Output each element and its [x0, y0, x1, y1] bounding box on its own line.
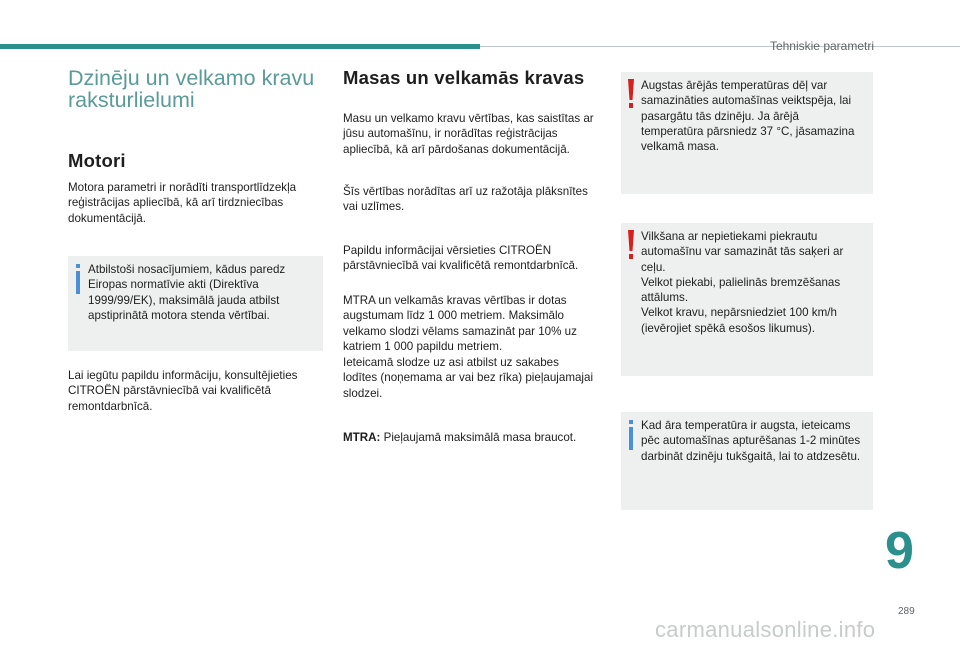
header-accent-bar — [0, 44, 480, 49]
masses-text-3: Papildu informācijai vērsieties CITROËN pārstāvniecībā vai kvalificētā remontdarbnīcā. — [343, 244, 579, 273]
chapter-number: 9 — [885, 522, 914, 580]
more-info-text: Lai iegūtu papildu informāciju, konsultējieties CITROËN pārstāvniecībā vai kvalificētā remontdarbnīcā. — [68, 369, 298, 413]
page-number: 289 — [898, 606, 915, 617]
warning-text-temperature: Augstas ārējās temperatūras dēļ var samazināties automašīnas veiktspēja, lai pasargātu tās dzinēju. Ja ārējā temperatūra pārsniedz 37 °C, jāsamazina velkamā masa. — [641, 79, 855, 154]
warning-line-speed: Velkot kravu, nepārsniedziet 100 km/h (ievērojiet spēkā esošos likumus). — [641, 306, 837, 335]
info-icon — [74, 264, 82, 294]
masses-text-1: Masu un velkamo kravu vērtības, kas saistītas ar jūsu automašīnu, ir norādītas reģistrācijas apliecībā, kā arī pārdošanas dokumentācijā. — [343, 112, 594, 156]
warning-icon — [627, 230, 635, 260]
mtra-definition — [343, 430, 595, 445]
header-rule — [480, 46, 960, 47]
masses-text-2: Šīs vērtības norādītas arī uz ražotāja plāksnītes vai uzlīmes. — [343, 185, 588, 214]
info-icon — [627, 420, 635, 450]
info-box-power — [68, 256, 323, 351]
info-text-cooling: Kad āra temperatūra ir augsta, ieteicams pēc automašīnas apturēšanas 1-2 minūtes darbināt dzinēju tukšgaitā, lai to atdzesētu. — [641, 419, 861, 463]
warning-icon — [627, 79, 635, 109]
masses-heading: Masas un velkamās kravas — [343, 67, 585, 88]
section-title: Tehniskie parametri — [769, 39, 874, 53]
watermark: carmanualsonline.info — [655, 617, 876, 642]
warning-line-grip: Vilkšana ar nepietiekami piekrautu automašīnu var samazināt tās saķeri ar ceļu. — [641, 230, 844, 274]
page-title: Dzinēju un velkamo kravu raksturlielumi — [68, 66, 315, 112]
masses-text-5: Ieteicamā slodze uz asi atbilst uz sakabes lodītes (noņemama ar vai bez rīka) pieļaujamajai slodzei. — [343, 356, 594, 400]
warning-text-towing — [641, 229, 863, 336]
warning-box-temperature — [621, 72, 873, 194]
info-box-cooling — [621, 412, 873, 510]
info-box-text: Atbilstoši nosacījumiem, kādus paredz Eiropas normatīvie akti (Direktīva 1999/99/EK), maksimālā jauda atbilst apstiprinātā motora stenda vērtībai. — [88, 263, 286, 322]
warning-line-braking: Velkot piekabi, palielinās bremzēšanas attālums. — [641, 275, 841, 305]
motors-heading: Motori — [68, 150, 126, 171]
motors-text: Motora parametri ir norādīti transportlīdzekļa reģistrācijas apliecībā, kā arī tirdzniecības dokumentācijā. — [68, 181, 297, 225]
mtra-text: Pieļaujamā maksimālā masa braucot. — [380, 431, 577, 444]
warning-box-towing — [621, 223, 873, 376]
mtra-label: MTRA: — [343, 431, 381, 444]
masses-text-4: MTRA un velkamās kravas vērtības ir dotas augstumam līdz 1 000 metriem. Maksimālo velkamo slodzi vēlams samazināt par 10% uz katriem 1 000 papildu metriem. — [343, 294, 577, 353]
